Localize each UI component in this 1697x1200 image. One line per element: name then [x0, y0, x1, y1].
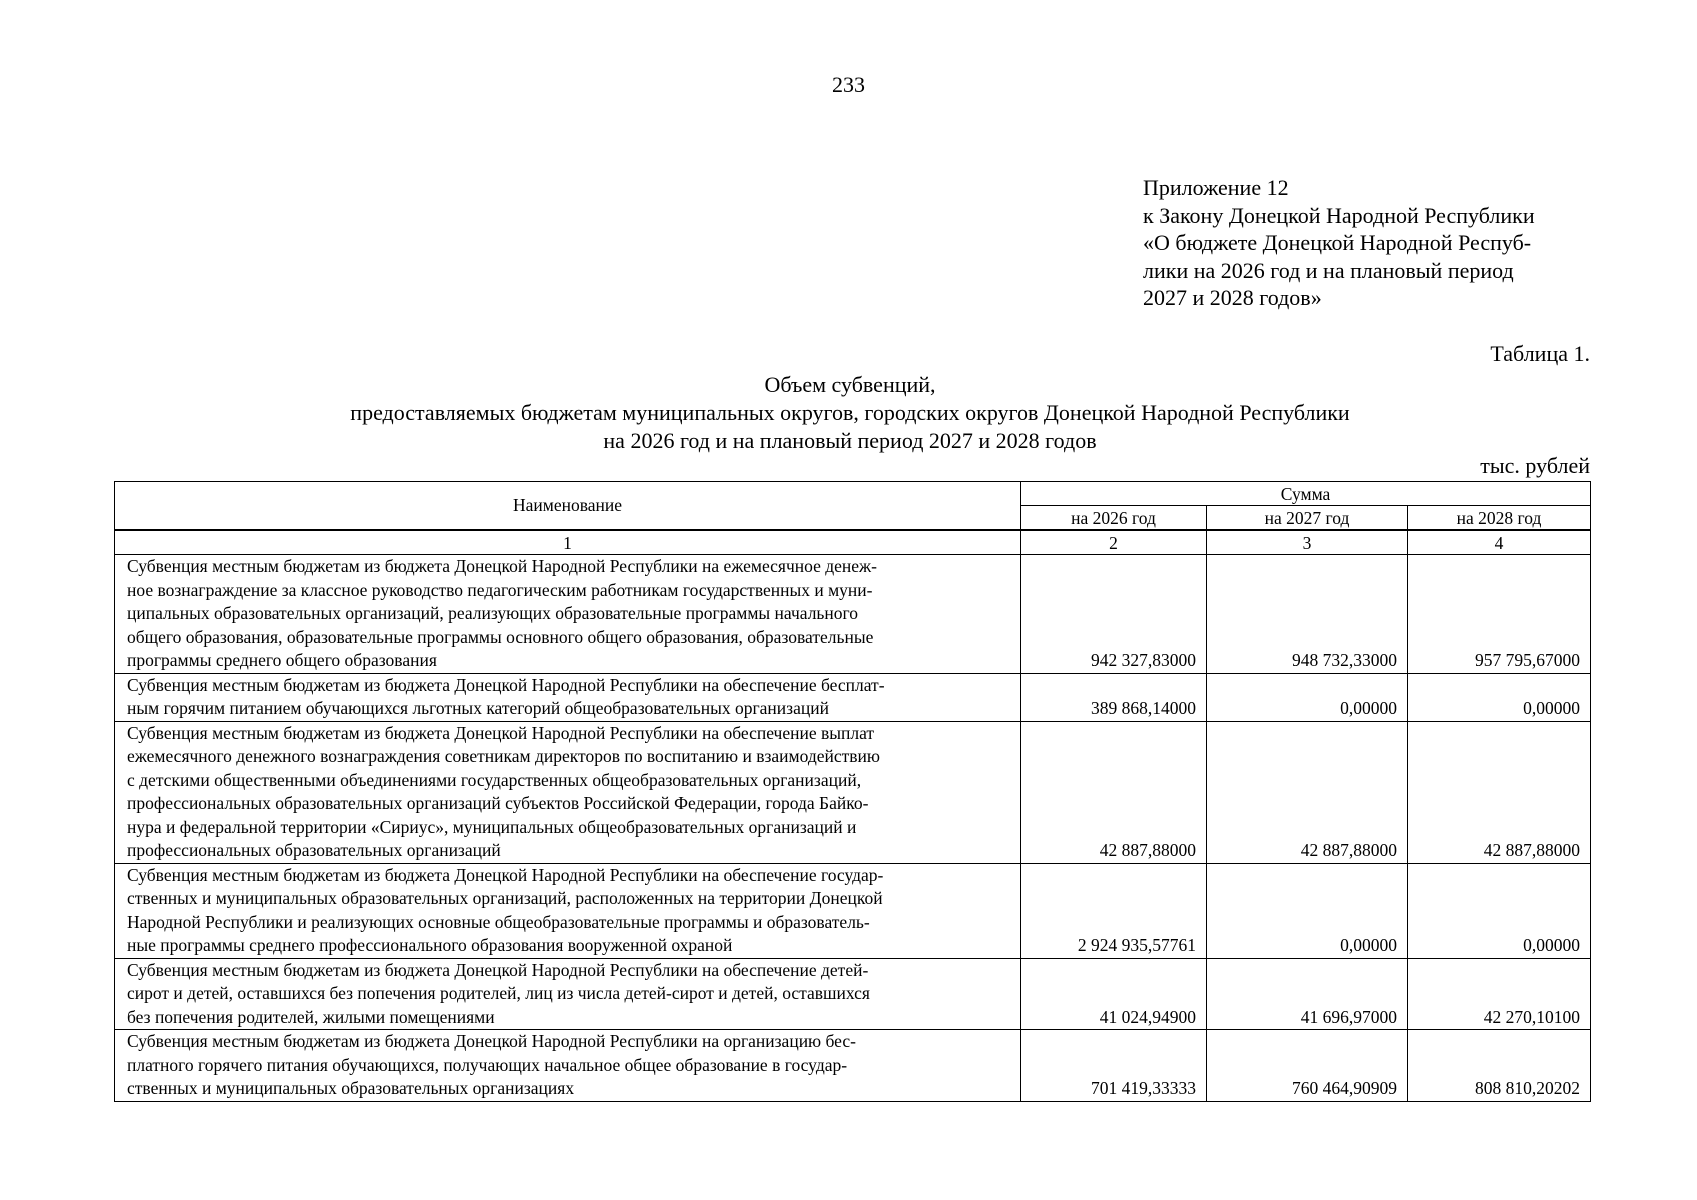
amount-2028: 42 270,10100 — [1408, 958, 1591, 1030]
header-sum: Сумма — [1021, 482, 1591, 506]
column-number: 4 — [1408, 530, 1591, 555]
subvention-name-line: платного горячего питания обучающихся, получающих начальное общее образование в государ- — [127, 1054, 848, 1075]
appendix-line: Приложение 12 — [1143, 175, 1289, 200]
page-number: 233 — [832, 72, 865, 97]
subvention-name — [115, 721, 1021, 863]
subvention-name-line: ственных и муниципальных образовательных организациях — [127, 1078, 575, 1098]
subvention-name-line: нура и федеральной территории «Сириус», муниципальных общеобразовательных организаций и — [127, 816, 857, 837]
subvention-name-line: сирот и детей, оставшихся без попечения родителей, лиц из числа детей-сирот и детей, оставшихся — [127, 983, 870, 1003]
table-row — [115, 1030, 1591, 1102]
title-line: на 2026 год и на плановый период 2027 и 2028 годов — [603, 428, 1097, 453]
amount-2028: 957 795,67000 — [1408, 555, 1591, 674]
appendix-line: «О бюджете Донецкой Народной Респуб- — [1143, 230, 1532, 255]
amount-2028: 0,00000 — [1408, 673, 1591, 721]
amount-2026: 2 924 935,57761 — [1021, 863, 1207, 958]
subvention-name-line: Субвенция местным бюджетам из бюджета Донецкой Народной Республики на обеспечение государ- — [127, 864, 884, 885]
subvention-name-line: общего образования, образовательные программы основного общего образования, образовательные — [127, 626, 874, 647]
column-number: 2 — [1021, 530, 1207, 555]
table-row — [115, 721, 1591, 863]
subvention-name-line: Субвенция местным бюджетам из бюджета Донецкой Народной Республики на обеспечение выплат — [127, 722, 875, 743]
amount-2026: 42 887,88000 — [1021, 721, 1207, 863]
amount-2027: 41 696,97000 — [1207, 958, 1408, 1030]
header-year-2027: на 2027 год — [1207, 506, 1408, 531]
subvention-name-line: Субвенция местным бюджетам из бюджета Донецкой Народной Республики на обеспечение бесплат- — [127, 674, 885, 695]
subvention-name — [115, 1030, 1021, 1102]
title-line: Объем субвенций, — [764, 372, 936, 397]
title-line: предоставляемых бюджетам муниципальных округов, городских округов Донецкой Народной Республики — [350, 400, 1350, 425]
amount-2028: 0,00000 — [1408, 863, 1591, 958]
table-row — [115, 958, 1591, 1030]
subvention-name — [115, 555, 1021, 674]
subvention-name-line: Субвенция местным бюджетам из бюджета Донецкой Народной Республики на организацию бес- — [127, 1031, 856, 1051]
subvention-name-line: программы среднего общего образования — [127, 650, 437, 670]
header-year-2028: на 2028 год — [1408, 506, 1591, 531]
table-row — [115, 555, 1591, 674]
amount-2028: 808 810,20202 — [1408, 1030, 1591, 1102]
subvention-name-line: профессиональных образовательных организаций субъектов Российской Федерации, города Байко- — [127, 793, 869, 813]
amount-2027: 0,00000 — [1207, 673, 1408, 721]
units-label: тыс. рублей — [1480, 453, 1590, 478]
column-number: 1 — [115, 530, 1021, 555]
amount-2026: 41 024,94900 — [1021, 958, 1207, 1030]
document-title — [114, 371, 1586, 455]
subvention-name-line: Народной Республики и реализующих основные общеобразовательные программы и образователь- — [127, 911, 870, 932]
subvention-name-line: ственных и муниципальных образовательных организаций, расположенных на территории Донецкой — [127, 888, 883, 908]
subvention-name-line: ные программы среднего профессионального образования вооруженной охраной — [127, 935, 733, 955]
header-name: Наименование — [115, 482, 1021, 531]
header-year-2026: на 2026 год — [1021, 506, 1207, 531]
subvention-name-line: с детскими общественными объединениями государственных общеобразовательных организаций, — [127, 769, 862, 790]
amount-2028: 42 887,88000 — [1408, 721, 1591, 863]
subvention-name-line: ципальных образовательных организаций, реализующих образовательные программы начального — [127, 603, 859, 623]
subvention-name-line: Субвенция местным бюджетам из бюджета Донецкой Народной Республики на ежемесячное денеж- — [127, 556, 877, 576]
subvention-name-line: без попечения родителей, жилыми помещениями — [127, 1006, 495, 1027]
amount-2027: 0,00000 — [1207, 863, 1408, 958]
table-row — [115, 863, 1591, 958]
appendix-block — [1143, 174, 1603, 312]
table-number: Таблица 1. — [1490, 341, 1590, 366]
subvention-name-line: Субвенция местным бюджетам из бюджета Донецкой Народной Республики на обеспечение детей- — [127, 959, 869, 980]
table-row — [115, 673, 1591, 721]
appendix-line: 2027 и 2028 годов» — [1143, 285, 1322, 310]
column-number-row — [115, 530, 1591, 555]
appendix-line: лики на 2026 год и на плановый период — [1143, 257, 1514, 283]
subvention-name — [115, 863, 1021, 958]
amount-2027: 42 887,88000 — [1207, 721, 1408, 863]
subvention-name — [115, 958, 1021, 1030]
subvention-name — [115, 673, 1021, 721]
subvention-name-line: ежемесячного денежного вознаграждения советникам директоров по воспитанию и взаимодействию — [127, 746, 880, 766]
subvention-name-line: профессиональных образовательных организаций — [127, 840, 501, 860]
amount-2026: 701 419,33333 — [1021, 1030, 1207, 1102]
subvention-name-line: ным горячим питанием обучающихся льготных категорий общеобразовательных организаций — [127, 698, 829, 718]
appendix-line: к Закону Донецкой Народной Республики — [1143, 202, 1535, 228]
column-number: 3 — [1207, 530, 1408, 555]
amount-2027: 948 732,33000 — [1207, 555, 1408, 674]
amount-2026: 942 327,83000 — [1021, 555, 1207, 674]
amount-2026: 389 868,14000 — [1021, 673, 1207, 721]
amount-2027: 760 464,90909 — [1207, 1030, 1408, 1102]
subvention-name-line: ное вознаграждение за классное руководство педагогическим работникам государственных и муни- — [127, 579, 873, 600]
subvention-table — [114, 481, 1591, 1102]
